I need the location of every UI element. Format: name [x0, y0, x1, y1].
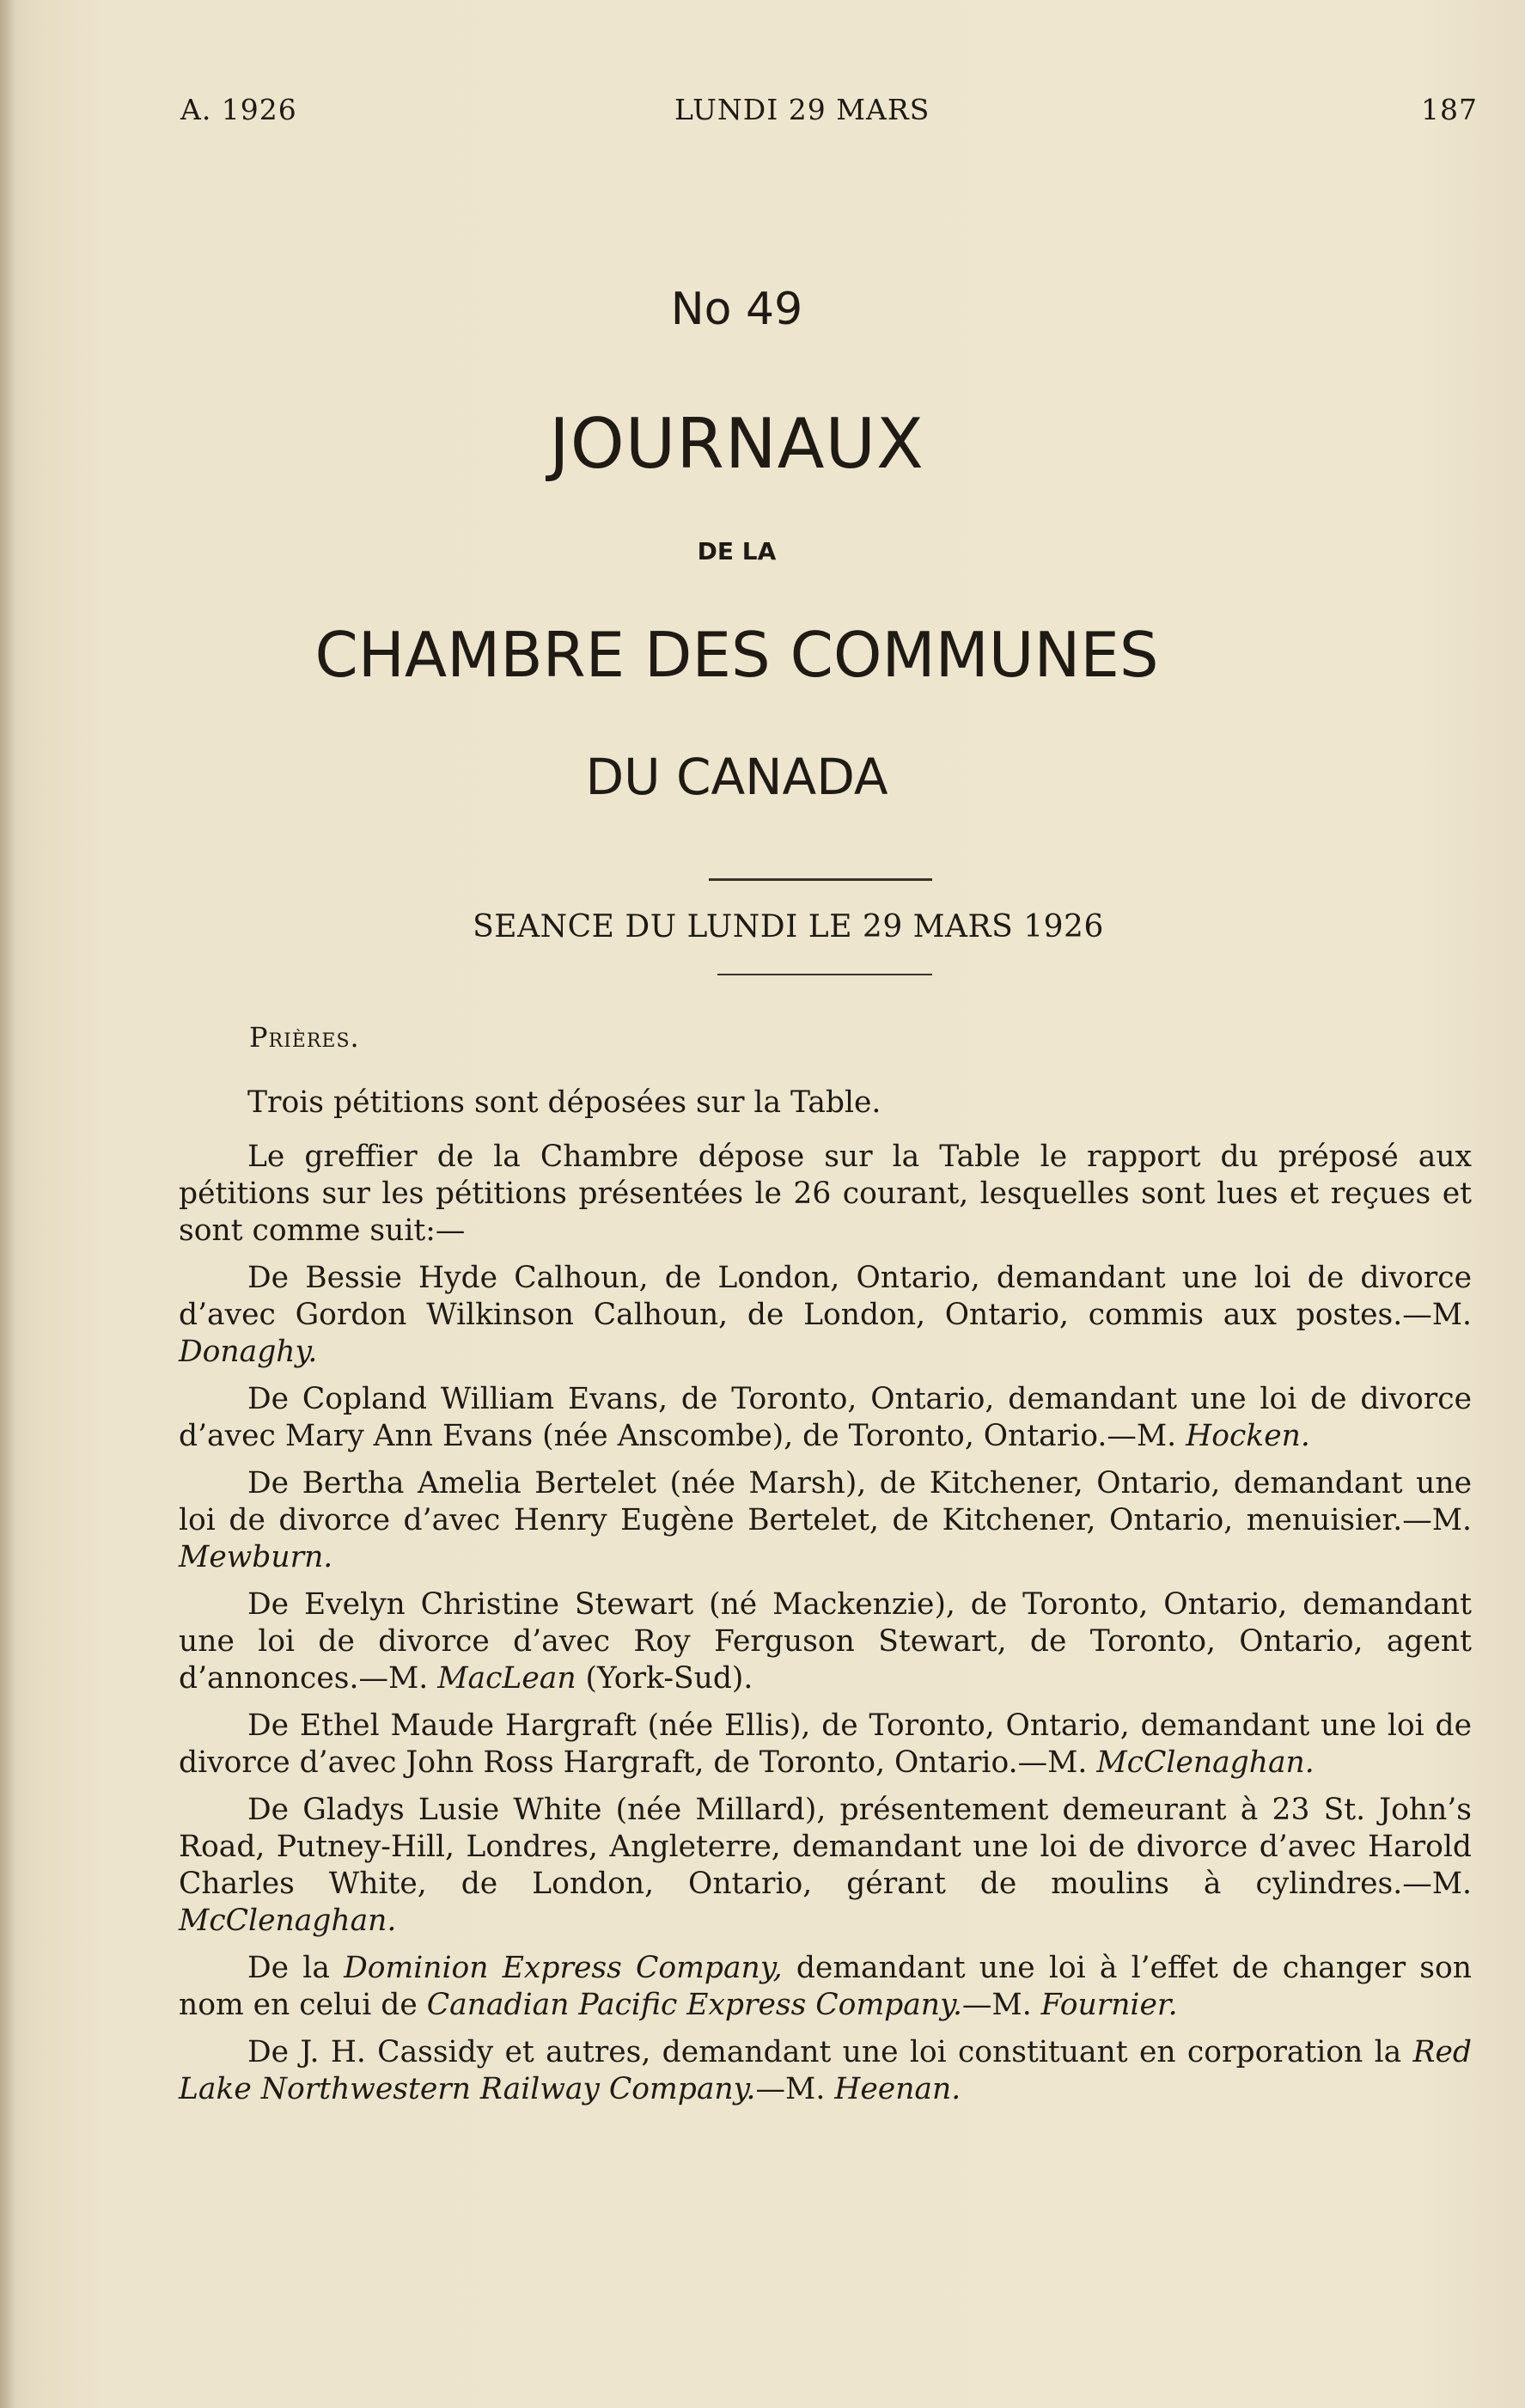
page-number: 187: [1421, 93, 1478, 126]
petition-text: De Copland William Evans, de Toronto, Ontario, demandant une loi de divorce d’avec Mary Ann Evans (née Anscombe), de Toronto, Ontario.—M.: [179, 1382, 1472, 1453]
company-name: Canadian Pacific Express Company.: [426, 1988, 962, 2022]
petition-text: De J. H. Cassidy et autres, demandant une loi constituant en corporation la: [247, 2035, 1413, 2069]
petition-text: demandant une loi à l’effet de changer son nom en celui de: [179, 1951, 1472, 2022]
member-name: Fournier.: [1040, 1988, 1178, 2022]
member-name: McClenaghan.: [1096, 1745, 1315, 1780]
petition-text: De Gladys Lusie White (née Millard), présentement demeurant à 23 St. John’s Road, Putney-Hill, Londres, Angleterre, demandant une loi de divorce d’avec Harold Charles White, de London, Ontario, gérant de moulins à cylindres.—M.: [179, 1793, 1472, 1901]
company-name: Red Lake Northwestern Railway Company.: [179, 2035, 1472, 2106]
petition-dominion-express: [179, 1950, 1472, 2024]
petition-bertelet: [179, 1465, 1472, 1576]
petition-hargraft: [179, 1708, 1472, 1782]
petition-text: De Evelyn Christine Stewart (né Mackenzie), de Toronto, Ontario, demandant une loi de divorce d’avec Roy Ferguson Stewart, de Toronto, Ontario, agent d’annonces.—M.: [179, 1587, 1472, 1696]
member-name: McClenaghan.: [179, 1904, 397, 1938]
header-year: A. 1926: [180, 93, 297, 126]
title-chambre: CHAMBRE DES COMMUNES: [314, 619, 1159, 691]
petition-text: De Ethel Maude Hargraft (née Ellis), de Toronto, Ontario, demandant une loi de divorce d’avec John Ross Hargraft, de Toronto, Ontario.—M.: [179, 1708, 1472, 1780]
member-name: Donaghy.: [179, 1335, 318, 1369]
petition-text: —M.: [755, 2072, 835, 2106]
member-name: Heenan.: [834, 2072, 961, 2106]
running-header: [180, 93, 1478, 136]
paragraph-clerk-report: [179, 1139, 1472, 1250]
paragraph-petitions-tabled: [179, 1085, 1472, 1121]
page-edge-shadow: [0, 0, 15, 2408]
company-name: Dominion Express Company,: [344, 1951, 783, 1985]
petition-white: [179, 1792, 1472, 1940]
petition-text: —M.: [961, 1988, 1041, 2022]
prayers-heading: Prières.: [249, 1021, 360, 1054]
title-journaux: JOURNAUX: [549, 404, 924, 484]
sitting-heading: [0, 909, 1525, 944]
paragraph-text: Trois pétitions sont déposées sur la Table.: [247, 1085, 881, 1120]
petition-evans: [179, 1381, 1472, 1455]
petition-text: De Bessie Hyde Calhoun, de London, Ontario, demandant une loi de divorce d’avec Gordon Wilkinson Calhoun, de London, Ontario, commis aux postes.—M.: [179, 1261, 1472, 1332]
petition-text: De Bertha Amelia Bertelet (née Marsh), de Kitchener, Ontario, demandant une loi de divorce d’avec Henry Eugène Bertelet, de Kitchener, Ontario, menuisier.—M.: [179, 1466, 1472, 1537]
petition-red-lake: [179, 2034, 1472, 2108]
header-date: LUNDI 29 MARS: [674, 93, 930, 126]
petition-calhoun: [179, 1260, 1472, 1371]
paragraph-text: Le greffier de la Chambre dépose sur la Table le rapport du préposé aux pétitions sur les pétitions présentées le 26 courant, lesquelles sont lues et reçues et sont comme suit:—: [179, 1140, 1472, 1248]
sitting-heading-text: SEANCE DU LUNDI LE 29 MARS 1926: [473, 909, 1104, 944]
member-name: Mewburn.: [179, 1540, 333, 1574]
member-name: MacLean: [437, 1661, 576, 1696]
divider-bottom: [717, 974, 932, 975]
journal-body: [179, 1085, 1472, 2118]
divider-top: [709, 878, 932, 881]
title-de-la: DE LA: [697, 537, 777, 565]
title-canada: DU CANADA: [585, 748, 888, 806]
issue-number: No 49: [670, 284, 803, 335]
petition-text: De la: [247, 1951, 345, 1985]
petition-stewart: [179, 1586, 1472, 1697]
member-name: Hocken.: [1186, 1419, 1310, 1453]
riding-name: (York-Sud).: [576, 1661, 753, 1696]
